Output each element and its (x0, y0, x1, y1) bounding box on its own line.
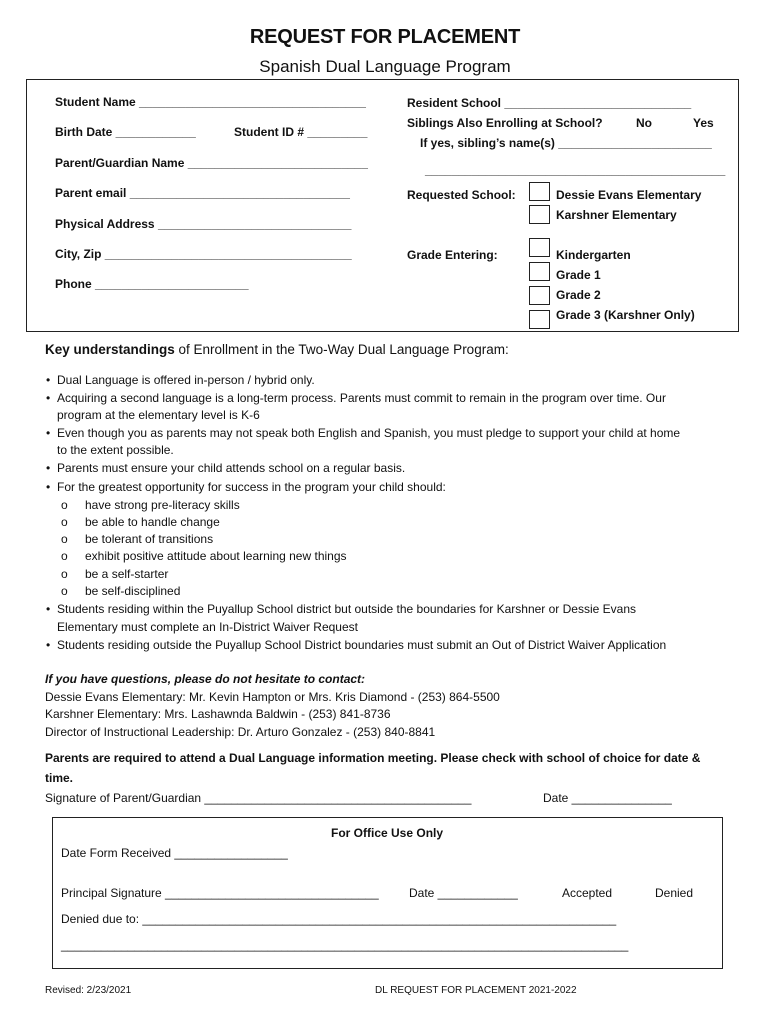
bullet-item: • Students residing outside the Puyallup School District boundaries must submit an Out of District Waiver Application (57, 638, 666, 652)
sub-bullet-item: o be able to handle change (85, 515, 220, 529)
sub-bullet-item: o be a self-starter (85, 567, 168, 581)
meeting-notice: Parents are required to attend a Dual Language information meeting. Please check with school of choice for date & (45, 751, 701, 765)
meeting-notice-cont: time. (45, 771, 74, 785)
office-use-title: For Office Use Only (331, 826, 444, 840)
page-title: REQUEST FOR PLACEMENT (249, 26, 521, 48)
grade-entering-label: Grade Entering: (407, 248, 498, 262)
key-understandings-heading (45, 342, 509, 357)
checkbox-kindergarten[interactable] (529, 238, 550, 257)
bullet-item: • For the greatest opportunity for success in the program your child should: (57, 480, 446, 494)
sub-bullet-item: o be self-disciplined (85, 584, 180, 598)
siblings-no-option[interactable]: No (636, 116, 652, 130)
siblings-yes-option[interactable]: Yes (693, 116, 714, 130)
checkbox-karshner[interactable] (529, 205, 550, 224)
city-zip-field[interactable]: City, Zip _____________________________________ (55, 247, 352, 261)
checkbox-grade-1[interactable] (529, 262, 550, 281)
physical-address-field[interactable]: Physical Address _____________________________ (55, 217, 352, 231)
grade-option-2: Grade 2 (556, 288, 601, 302)
denied-option[interactable]: Denied (655, 886, 694, 900)
bullet-continuation: program at the elementary level is K-6 (57, 408, 260, 422)
date-form-received-field[interactable]: Date Form Received _________________ (61, 846, 288, 860)
denied-due-field[interactable]: Denied due to: _______________________________________________________________________ (61, 912, 617, 926)
bullet-continuation: to the extent possible. (57, 443, 174, 457)
grade-option-1: Grade 1 (556, 268, 601, 282)
accepted-option[interactable]: Accepted (562, 886, 613, 900)
denied-due-extra-line[interactable]: _____________________________________________________________________________________ (61, 938, 629, 952)
requested-school-label: Requested School: (407, 188, 516, 202)
phone-field[interactable]: Phone _______________________ (55, 277, 249, 291)
key-heading-bold: Key understandings (45, 342, 175, 357)
sub-bullet-item: o have strong pre-literacy skills (85, 498, 240, 512)
birth-date-field[interactable]: Birth Date ____________ (55, 125, 196, 139)
sub-bullet-item: o exhibit positive attitude about learning new things (85, 549, 347, 563)
siblings-question: Siblings Also Enrolling at School? (407, 116, 603, 130)
grade-option-3: Grade 3 (Karshner Only) (556, 308, 695, 322)
student-info-box (26, 79, 739, 332)
contact-line: Director of Instructional Leadership: Dr. Arturo Gonzalez - (253) 840-8841 (45, 725, 436, 739)
contact-heading: If you have questions, please do not hesitate to contact: (45, 672, 366, 686)
contact-line: Dessie Evans Elementary: Mr. Kevin Hampton or Mrs. Kris Diamond - (253) 864-5500 (45, 690, 500, 704)
parent-name-field[interactable]: Parent/Guardian Name ___________________________ (55, 156, 368, 170)
checkbox-dessie-evans[interactable] (529, 182, 550, 201)
parent-signature-field[interactable]: Signature of Parent/Guardian ________________________________________ (45, 791, 472, 805)
bullet-continuation: Elementary must complete an In-District Waiver Request (57, 620, 358, 634)
contact-line: Karshner Elementary: Mrs. Lashawnda Baldwin - (253) 841-8736 (45, 707, 391, 721)
page-subtitle: Spanish Dual Language Program (259, 57, 511, 76)
parent-email-field[interactable]: Parent email _________________________________ (55, 186, 350, 200)
key-heading-rest: of Enrollment in the Two-Way Dual Language Program: (174, 342, 509, 357)
siblings-names-field[interactable]: If yes, sibling’s name(s) _______________________ (420, 136, 712, 150)
principal-signature-field[interactable]: Principal Signature ________________________________ (61, 886, 379, 900)
student-id-field[interactable]: Student ID # _________ (234, 125, 368, 139)
bullet-item: • Dual Language is offered in-person / hybrid only. (57, 373, 315, 387)
document-footer: DL REQUEST FOR PLACEMENT 2021-2022 (375, 985, 577, 996)
school-option-karshner: Karshner Elementary (556, 208, 677, 222)
sub-bullet-item: o be tolerant of transitions (85, 532, 213, 546)
resident-school-field[interactable]: Resident School ____________________________ (407, 96, 692, 110)
checkbox-grade-3[interactable] (529, 310, 550, 329)
bullet-item: • Even though you as parents may not speak both English and Spanish, you must pledge to support your child at home (57, 426, 680, 440)
grade-option-kindergarten: Kindergarten (556, 248, 631, 262)
school-option-dessie-evans: Dessie Evans Elementary (556, 188, 702, 202)
office-date-field[interactable]: Date ____________ (409, 886, 518, 900)
checkbox-grade-2[interactable] (529, 286, 550, 305)
student-name-field[interactable]: Student Name __________________________________ (55, 95, 366, 109)
siblings-extra-line[interactable]: _____________________________________________ (425, 163, 726, 177)
bullet-item: • Parents must ensure your child attends school on a regular basis. (57, 461, 405, 475)
bullet-item: • Acquiring a second language is a long-term process. Parents must commit to remain in the program over time. Our (57, 391, 666, 405)
revised-date: Revised: 2/23/2021 (45, 985, 132, 996)
bullet-item: • Students residing within the Puyallup School district but outside the boundaries for Karshner or Dessie Evans (57, 602, 636, 616)
signature-date-field[interactable]: Date _______________ (543, 791, 672, 805)
